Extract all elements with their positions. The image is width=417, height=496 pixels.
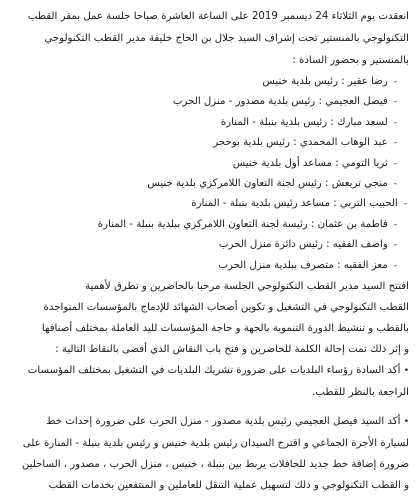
attendee-item [8,72,409,92]
attendee-text: لسعد مبارك : رئيس بلدية بنبلة - المنارة [220,116,388,128]
intro-line: انعقدت يوم الثلاثاء 24 ديسمبر 2019 على الساعة العاشرة صباحا جلسة عمل بمقر القطب [27,11,409,22]
point-2 [8,411,409,496]
bullet: - [393,219,397,230]
attendee-text: واصف الفقيه : رئيس دائرة منزل الحرب [218,239,388,251]
attendee-text: عبد الوهاب المحمدي : رئيس بلدية بوحجر [213,137,388,149]
attendee-text: منجي تريعش : رئيس لجنة التعاون اللامركزي بلدية خنيس [147,178,388,190]
point-line: ضرورة إضافة خط جديد للحافلات يربط بين بنبلة ، خنيس ، منزل الحرب ، مصدور ، الساحلين [21,459,409,471]
point-text: أكد السيد فيصل العجيمي رئيس بلدية مصدور - منزل الحرب على ضرورة إحداث خط [46,416,401,428]
attendee-item [8,113,409,133]
bullet: - [393,179,397,190]
point-line [8,411,409,433]
opening-paragraph [8,276,409,360]
attendee-item [8,194,409,214]
attendee-list [8,72,409,276]
intro-line: بالمنستير و بحضور السادة : [292,55,409,66]
attendee-text: معز الفقيه : متصرف ببلدية منزل الحرب [218,259,388,271]
intro-line: التكنولوجي بالمنستير تحت إشراف السيد جلال بن الحاج خليفة مدير القطب التكنولوجي [44,33,409,44]
bullet: - [393,97,397,108]
attendee-item [8,215,409,235]
point-1 [8,360,409,403]
bullet: - [403,199,407,210]
bullet: - [393,260,397,271]
attendee-item [8,235,409,255]
attendee-item [8,154,409,174]
bullet: - [393,117,397,128]
point-line: و القطب التكنولوجي و ذلك لتسهيل عملية التنقل للعاملين و المنتفعين بخدمات القطب [48,480,409,492]
opening-line: القطب التكنولوجي في التشغيل و تكوين أصحاب الشهائد للإدماج بالمؤسسات المتواجدة [43,302,409,314]
attendee-item [8,174,409,194]
intro-paragraph [8,6,409,72]
attendee-text: فيصل العجيمي : رئيس بلدية مصدور - منزل الحرب [172,96,388,108]
attendee-item [8,256,409,276]
point-text: أكد السادة رؤساء البلديات على ضرورة تشريك البلديات في التشغيل بمختلف المؤسسات [27,365,401,377]
attendee-text: ثريا التومي : مساعد أول بلدية خنيس [232,157,388,169]
bullet: - [393,77,397,87]
attendee-item [8,133,409,153]
attendee-text: الحبيب التربي : مساعد رئيس بلدية بنبلة - المنارة [191,198,398,210]
point-line: لسيارة الأجرة الجماعي و اقترح السيدان رئيس بلدية خنيس و رئيس بلدية بنبلة - المنارة على [22,438,409,450]
opening-line: بالقطب و تنشيط الدورة التنموية بالجهة و حاجة المؤسسات لليد العاملة بمختلف أصنافها [41,323,409,335]
attendee-text: فاطمة بن عثمان : رئيسة لجنة التعاون اللامركزي ببلدية بنبلة - المنارة [97,218,388,230]
attendee-item [8,92,409,112]
bullet: - [393,138,397,149]
point-bullet: • [403,366,409,377]
opening-line: افتتح السيد مدير القطب التكنولوجي الجلسة مرحبا بالحاضرين و تطرق لأهمية [85,281,409,293]
point-bullet: • [403,417,409,428]
opening-line: و إثر ذلك تمت إحالة الكلمة للحاضرين و فتح باب النقاش الذي أفضى بالنقاط التالية : [55,344,409,356]
point-line: الراجعة بالنظر للقطب. [312,387,409,399]
point-line [8,360,409,382]
bullet: - [393,158,397,169]
bullet: - [393,240,397,251]
attendee-text: رضا عقير : رئيس بلدية خنيس [262,76,388,87]
